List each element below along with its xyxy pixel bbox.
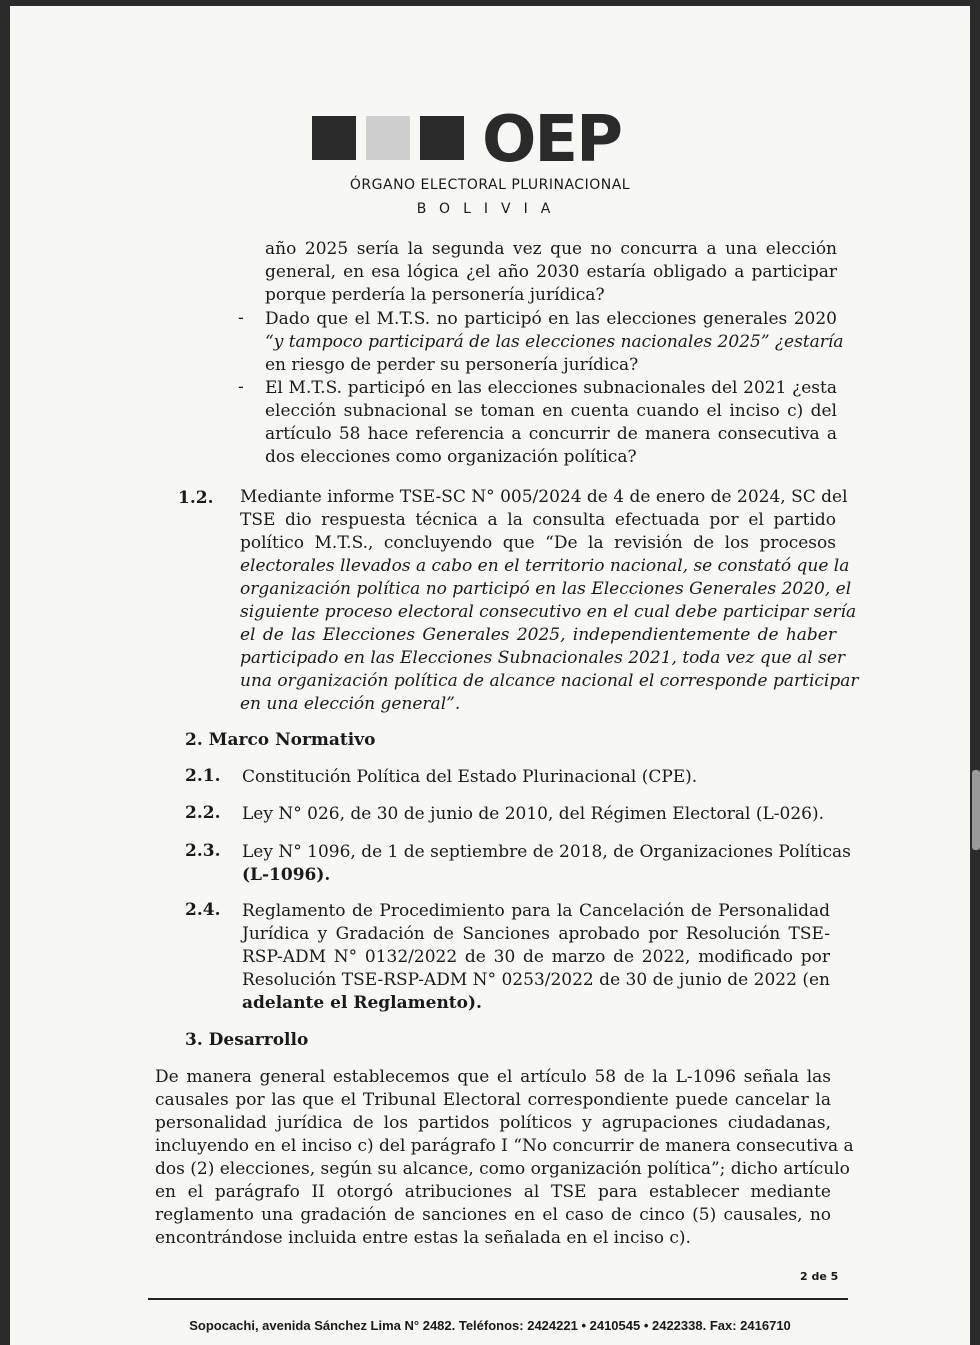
item-text: Constitución Política del Estado Plurinacional (CPE). [242, 767, 698, 787]
text-line: año 2025 sería la segunda vez que no concurra a una elección [265, 239, 837, 259]
scrollbar[interactable] [972, 770, 980, 850]
text-line: adelante el Reglamento). [242, 993, 482, 1013]
logo-square-dark [420, 116, 464, 160]
text-line: Reglamento de Procedimiento para la Cancelación de Personalidad [242, 901, 830, 921]
bullet-dash: - [238, 308, 244, 328]
continued-paragraph [265, 238, 837, 307]
text-line: en el parágrafo II otorgó atribuciones al TSE para establecer mediante [155, 1182, 831, 1202]
text-line: reglamento una gradación de sanciones en el caso de cinco (5) causales, no [155, 1205, 831, 1225]
text-line: Jurídica y Gradación de Sanciones aprobado por Resolución TSE- [242, 924, 830, 944]
item-text: Ley N° 026, de 30 de junio de 2010, del Régimen Electoral (L-026). [242, 804, 825, 824]
page-number: 2 de 5 [800, 1270, 839, 1283]
text-line: organización política no participó en las Elecciones Generales 2020, el [240, 579, 852, 599]
text-line: porque perdería la personería jurídica? [265, 285, 605, 305]
bullet-paragraph [265, 308, 844, 377]
text-line: el de las Elecciones Generales 2025, independientemente de haber [240, 625, 836, 645]
item-text: (L-1096). [242, 865, 331, 885]
text-line: TSE dio respuesta técnica a la consulta efectuada por el partido [240, 510, 836, 530]
item-paragraph [242, 900, 830, 1015]
section-1-2-paragraph [240, 486, 859, 716]
text-line: general, en esa lógica ¿el año 2030 estaría obligado a participar [265, 262, 837, 282]
text-line: en una elección general”. [240, 694, 461, 714]
logo-square-dark [312, 116, 356, 160]
country-name: BOLIVIA [416, 201, 564, 217]
text-line: RSP-ADM N° 0132/2022 de 30 de marzo de 2022, modificado por [242, 947, 830, 967]
text-line: artículo 58 hace referencia a concurrir de manera consecutiva a [265, 424, 837, 444]
text-line: causales por las que el Tribunal Electoral correspondiente puede cancelar la [155, 1090, 831, 1110]
text-line: electorales llevados a cabo en el territorio nacional, se constató que la [240, 556, 850, 576]
text-line: El M.T.S. participó en las elecciones subnacionales del 2021 ¿esta [265, 378, 837, 398]
bullet-dash: - [238, 377, 244, 397]
text-line: De manera general establecemos que el artículo 58 de la L-1096 señala las [155, 1067, 831, 1087]
bullet-paragraph [265, 377, 837, 469]
org-name: ÓRGANO ELECTORAL PLURINACIONAL [349, 177, 631, 193]
text-line: una organización política de alcance nacional el corresponde participar [240, 671, 859, 691]
footer-divider [148, 1298, 848, 1300]
text-line: Dado que el M.T.S. no participó en las elecciones generales 2020 [265, 309, 837, 329]
text-line: siguiente proceso electoral consecutivo en el cual debe participar sería [240, 602, 857, 622]
text-line: en riesgo de perder su personería jurídica? [265, 355, 639, 375]
item-number: 2.2. [185, 803, 221, 823]
text-line: encontrándose incluida entre estas la señalada en el inciso c). [155, 1228, 691, 1248]
item-number: 2.4. [185, 900, 221, 920]
text-line: elección subnacional se toman en cuenta cuando el inciso c) del [265, 401, 837, 421]
desarrollo-paragraph [155, 1066, 854, 1250]
logo-text: OEP [482, 103, 622, 177]
text-line: “y tampoco participará de las elecciones nacionales 2025” ¿estaría [265, 332, 844, 352]
section-number: 1.2. [178, 488, 214, 508]
text-line: Mediante informe TSE-SC N° 005/2024 de 4 de enero de 2024, SC del [240, 487, 848, 507]
item-number: 2.3. [185, 841, 221, 861]
section-heading: 3. Desarrollo [185, 1030, 309, 1050]
text-line: personalidad jurídica de los partidos políticos y agrupaciones ciudadanas, [155, 1113, 831, 1133]
section-heading: 2. Marco Normativo [185, 730, 376, 750]
text-line: dos (2) elecciones, según su alcance, como organización política”; dicho artículo [155, 1159, 850, 1179]
text-line: dos elecciones como organización política? [265, 447, 637, 467]
text-line: participado en las Elecciones Subnacionales 2021, toda vez que al ser [240, 648, 846, 668]
logo-square-light [366, 116, 410, 160]
text-line: político M.T.S., concluyendo que “De la revisión de los procesos [240, 533, 836, 553]
footer-address: Sopocachi, avenida Sánchez Lima N° 2482. Teléfonos: 2424221 • 2410545 • 2422338. Fax: 2416710 [189, 1318, 791, 1333]
text-line: incluyendo en el inciso c) del parágrafo I “No concurrir de manera consecutiva a [155, 1136, 854, 1156]
item-text: Ley N° 1096, de 1 de septiembre de 2018, de Organizaciones Políticas [242, 842, 851, 862]
text-line: Resolución TSE-RSP-ADM N° 0253/2022 de 30 de junio de 2022 (en [242, 970, 830, 990]
item-number: 2.1. [185, 766, 221, 786]
